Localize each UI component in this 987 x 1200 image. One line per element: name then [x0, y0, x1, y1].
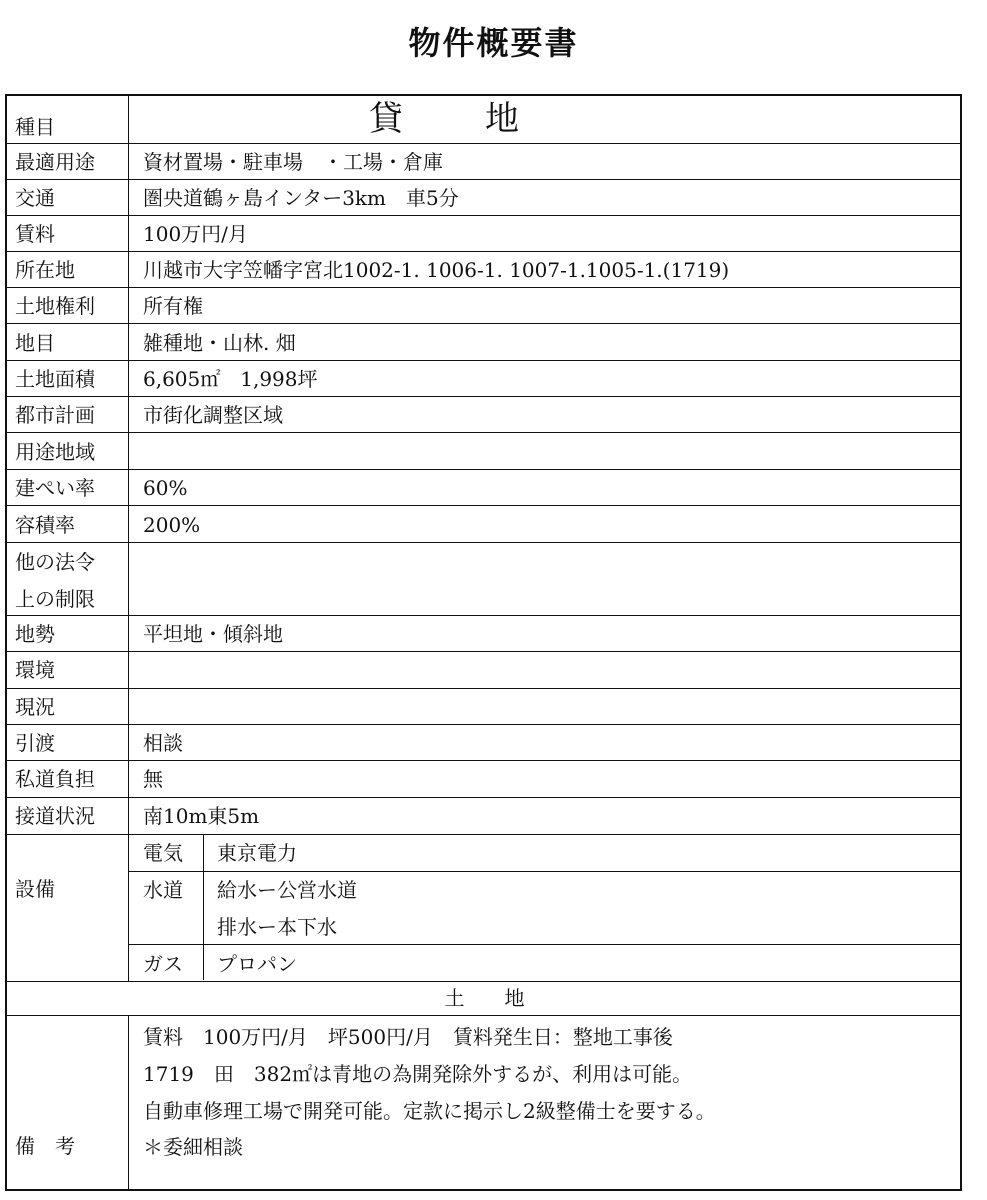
row-divider [7, 724, 962, 725]
facility-gas-value: プロパン [217, 952, 297, 976]
value-type: 貸 地 [369, 99, 543, 139]
value-best-use: 資材置場・駐車場 ・工場・倉庫 [143, 150, 443, 174]
facility-sub-divider [203, 834, 204, 980]
facility-water-supply: 給水ー公営水道 [217, 878, 357, 902]
label-remarks: 備 考 [15, 1134, 75, 1158]
value-handover: 相談 [143, 731, 183, 755]
label-zoning: 用途地域 [15, 440, 95, 464]
label-land-category: 地目 [15, 331, 55, 355]
label-column-divider [128, 96, 129, 981]
row-divider [7, 251, 962, 252]
remarks-line: ＊委細相談 [143, 1135, 243, 1159]
label-environment: 環境 [15, 658, 55, 682]
row-divider [7, 834, 962, 835]
row-divider [7, 143, 962, 144]
row-divider [7, 432, 962, 433]
label-terrain: 地勢 [15, 622, 55, 646]
remarks-line: 賃料 100万円/月 坪500円/月 賃料発生日：整地工事後 [143, 1025, 673, 1049]
value-city-planning: 市街化調整区域 [143, 403, 283, 427]
label-rent: 賃料 [15, 222, 55, 246]
label-type: 種目 [15, 115, 55, 139]
facility-water-drain: 排水ー本下水 [217, 915, 337, 939]
label-land-rights: 土地権利 [15, 294, 95, 318]
row-divider [7, 688, 962, 689]
value-land-rights: 所有権 [143, 294, 203, 318]
row-divider [7, 797, 962, 798]
row-divider [7, 323, 962, 324]
label-floor-area-ratio: 容積率 [15, 513, 75, 537]
label-best-use: 最適用途 [15, 150, 95, 174]
label-current-status: 現況 [15, 695, 55, 719]
facility-water-label: 水道 [143, 878, 183, 902]
remarks-line: 1719 田 382㎡は青地の為開発除外するが、利用は可能。 [143, 1062, 693, 1086]
row-divider [7, 215, 962, 216]
row-divider [7, 179, 962, 180]
remarks-column-divider [128, 1015, 129, 1191]
row-divider [7, 469, 962, 470]
label-facilities: 設備 [15, 877, 55, 901]
value-road-access: 南10m東5m [143, 804, 260, 828]
label-private-road: 私道負担 [15, 767, 95, 791]
row-divider [7, 1015, 962, 1016]
label-other-restrictions: 他の法令 [15, 550, 95, 574]
section-heading-land: 土 地 [444, 986, 525, 1010]
label-city-planning: 都市計画 [15, 403, 95, 427]
property-summary-table [5, 94, 962, 1191]
label-location: 所在地 [15, 258, 75, 282]
remarks-line: 自動車修理工場で開発可能。定款に掲示し2級整備士を要する。 [143, 1099, 716, 1123]
row-divider [7, 505, 962, 506]
value-land-category: 雑種地・山林. 畑 [143, 331, 296, 355]
label-coverage-ratio: 建ぺい率 [15, 476, 95, 500]
document-title: 物件概要書 [408, 24, 579, 62]
value-coverage-ratio: 60% [143, 476, 188, 500]
label-handover: 引渡 [15, 731, 55, 755]
row-divider [7, 396, 962, 397]
row-divider [7, 542, 962, 543]
row-divider [7, 360, 962, 361]
value-terrain: 平坦地・傾斜地 [143, 622, 283, 646]
facility-electric-value: 東京電力 [217, 841, 297, 865]
facility-divider [128, 871, 962, 872]
value-rent: 100万円/月 [143, 222, 248, 246]
row-divider [7, 615, 962, 616]
value-private-road: 無 [143, 767, 163, 791]
label-land-area: 土地面積 [15, 367, 95, 391]
facility-gas-label: ガス [143, 952, 183, 976]
row-divider [7, 760, 962, 761]
value-floor-area-ratio: 200% [143, 513, 201, 537]
label-road-access: 接道状況 [15, 804, 95, 828]
value-location: 川越市大字笠幡字宮北1002-1. 1006-1. 1007-1.1005-1.(1719) [143, 258, 730, 282]
row-divider [7, 651, 962, 652]
value-land-area: 6,605㎡ 1,998坪 [143, 367, 318, 391]
facility-electric-label: 電気 [143, 841, 183, 865]
value-access: 圏央道鶴ヶ島インター3km 車5分 [143, 186, 459, 210]
label-other-restrictions-2: 上の制限 [15, 587, 95, 611]
row-divider [7, 287, 962, 288]
label-access: 交通 [15, 186, 55, 210]
facility-divider [128, 944, 962, 945]
row-divider [7, 981, 962, 982]
